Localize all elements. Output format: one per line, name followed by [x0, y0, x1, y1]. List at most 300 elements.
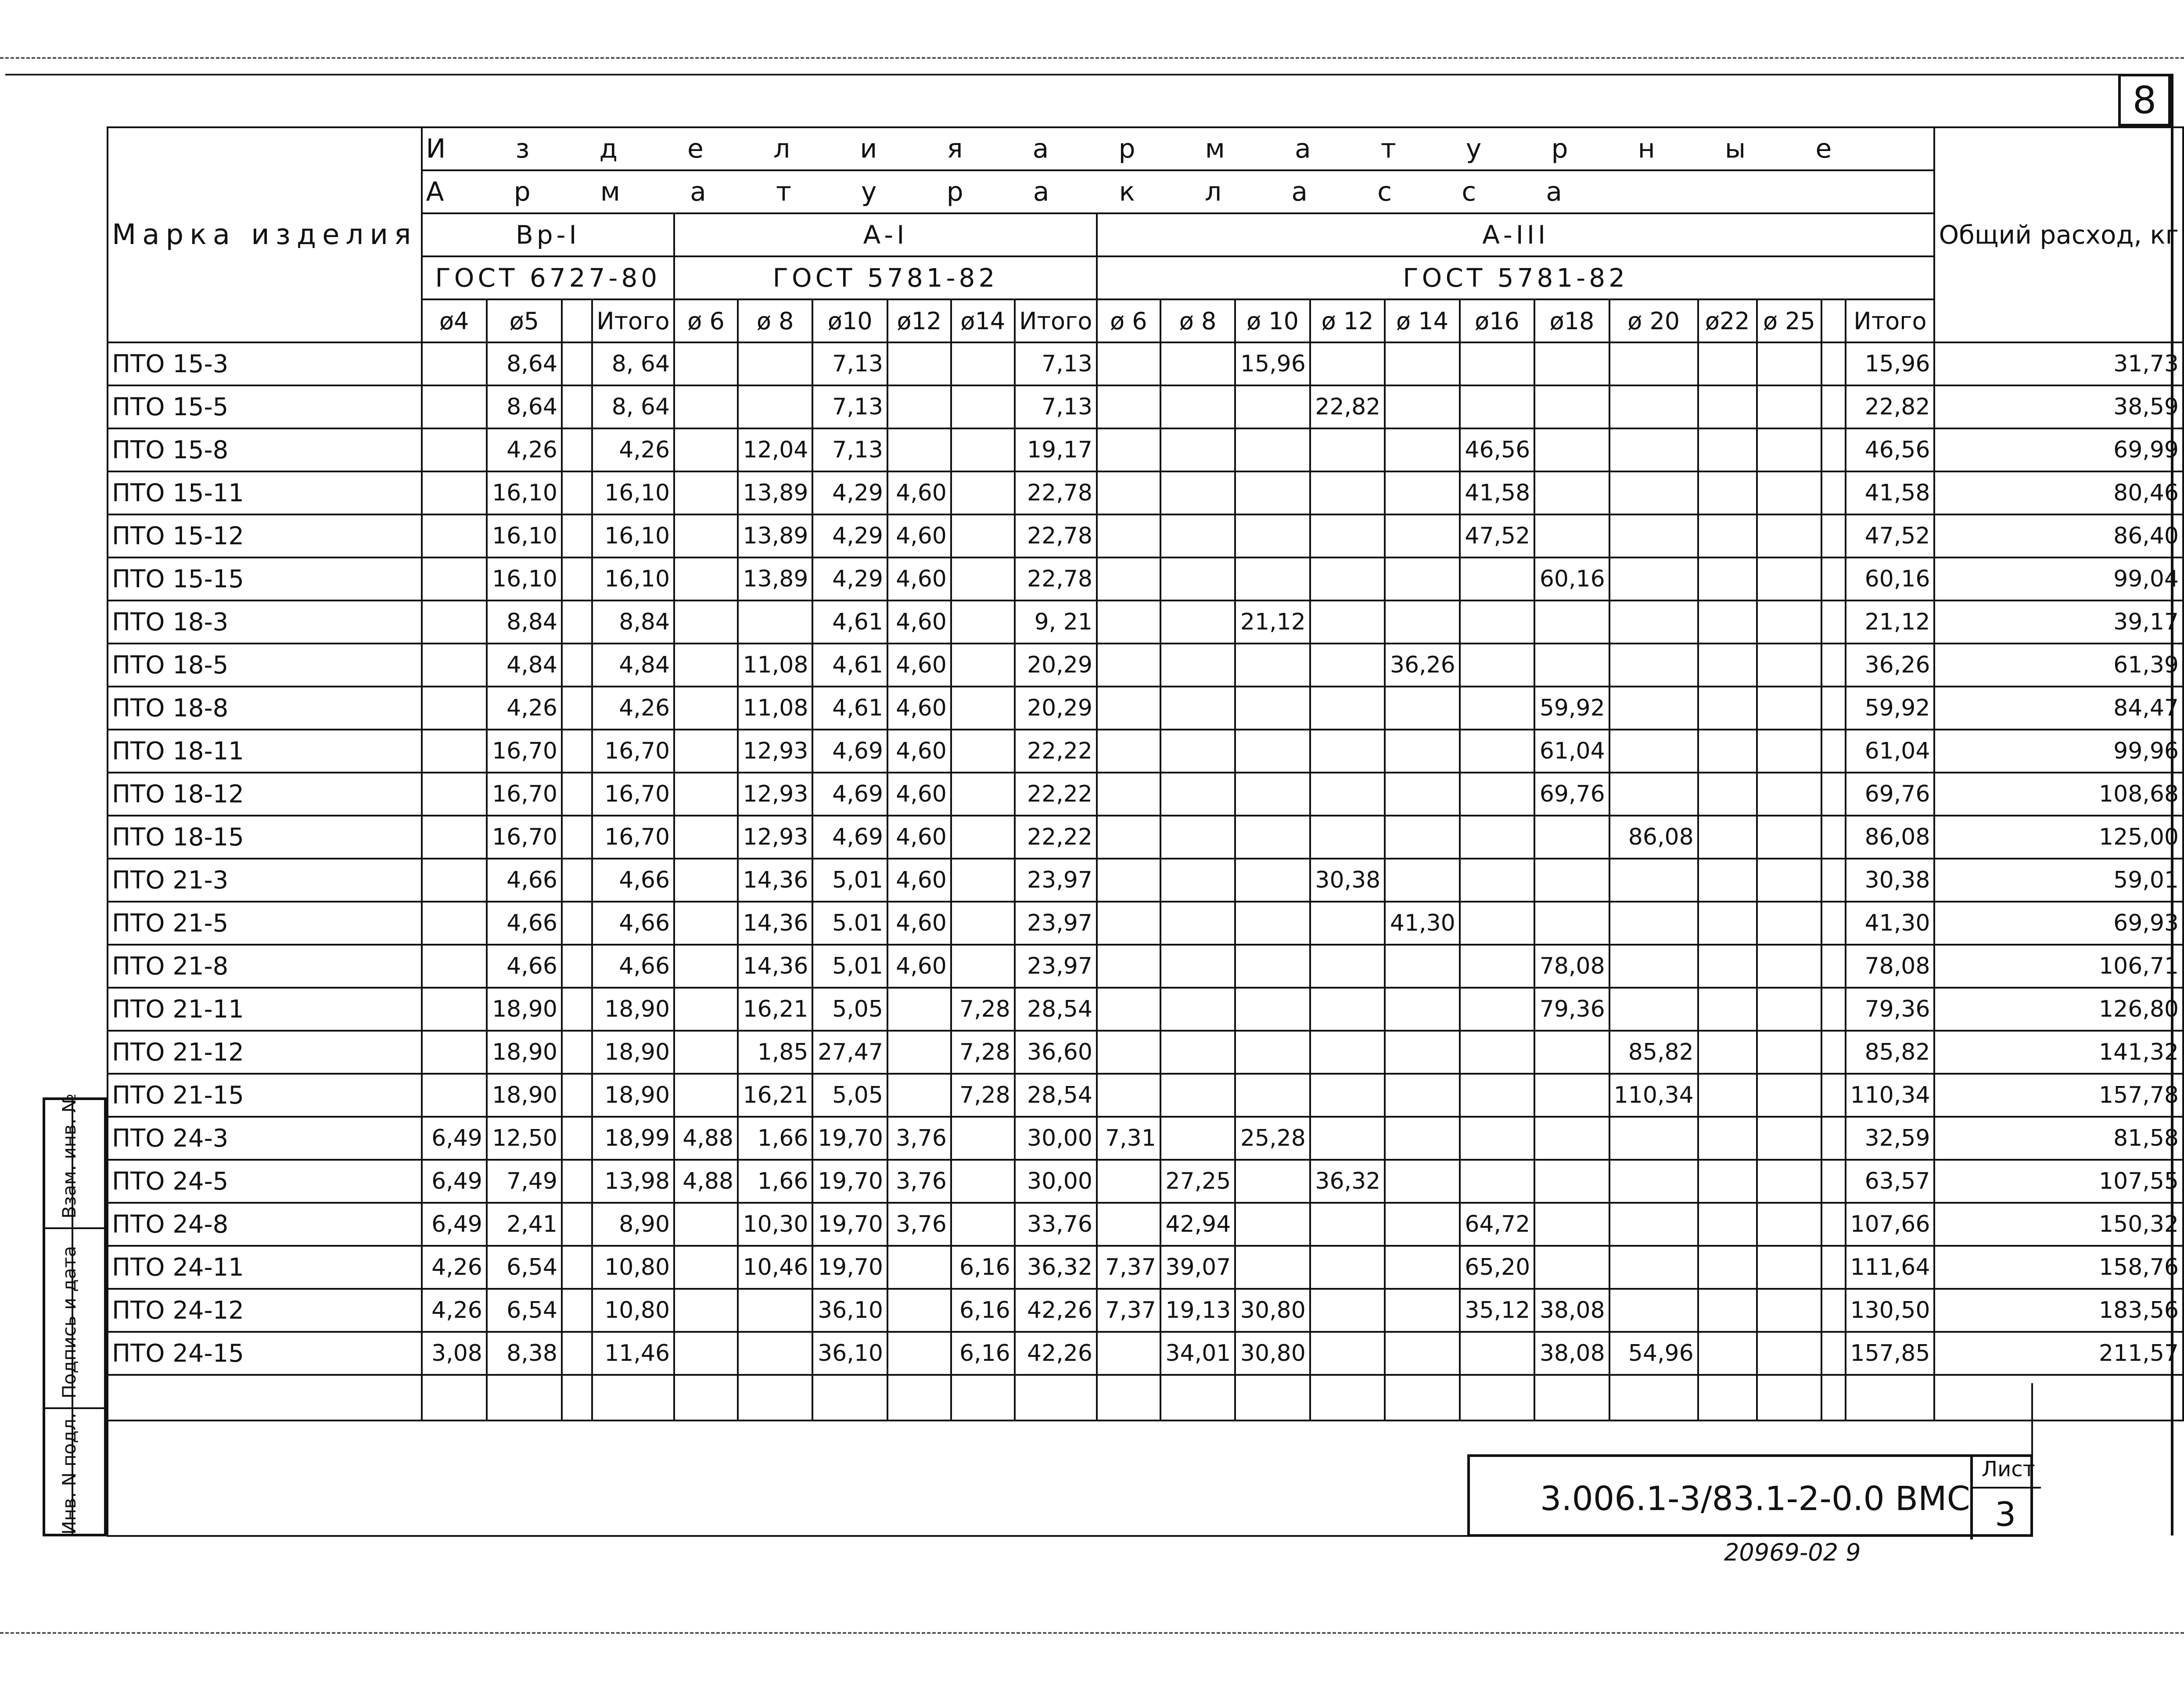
product-mark: ПТО 18-5 — [108, 644, 422, 687]
cell-a3-9 — [1757, 902, 1821, 945]
cell-a3-6 — [1534, 385, 1609, 428]
cell-a3-2 — [1235, 687, 1310, 730]
cell-a3-4 — [1385, 514, 1459, 557]
table-row — [108, 342, 2183, 385]
cell-vr-2 — [562, 1332, 592, 1375]
cell-a1-5: 42,26 — [1015, 1332, 1097, 1375]
cell-vr-2 — [562, 1246, 592, 1289]
cell-a1-5: 42,26 — [1015, 1289, 1097, 1332]
cell-a3-5 — [1460, 1031, 1534, 1074]
cell-a3-1 — [1160, 1074, 1235, 1117]
cell-a3-1 — [1160, 385, 1235, 428]
cell-a3-4 — [1385, 816, 1459, 859]
product-mark: ПТО 15-5 — [108, 385, 422, 428]
cell-a3-7: 54,96 — [1609, 1332, 1698, 1375]
cell-a3-11: 79,36 — [1846, 988, 1934, 1031]
cell-a1-4 — [951, 1160, 1015, 1203]
cell-a3-7 — [1609, 342, 1698, 385]
cell-vr-3: 8,84 — [592, 601, 674, 644]
cell-a3-11: 85,82 — [1846, 1031, 1934, 1074]
product-mark: ПТО 18-11 — [108, 730, 422, 773]
cell-vr-1: 6,54 — [487, 1246, 562, 1289]
diameter-header-a1-3: ø12 — [887, 299, 951, 342]
cell-a1-3 — [887, 1031, 951, 1074]
cell-a3-5 — [1460, 385, 1534, 428]
sheet-label: Лист — [1982, 1457, 2035, 1482]
diameter-header-a3-2: ø 10 — [1235, 299, 1310, 342]
table-row — [108, 1160, 2183, 1203]
cell-a3-2 — [1235, 816, 1310, 859]
cell-a3-4 — [1385, 1160, 1459, 1203]
class-title: А р м а т у р а к л а с с а — [422, 170, 1935, 213]
class-a3-name: А-III — [1097, 213, 1935, 256]
cell-a1-1: 12,93 — [738, 730, 812, 773]
cell-a3-0 — [1097, 601, 1160, 644]
cell-a3-8 — [1698, 1203, 1757, 1246]
cell-a3-6 — [1534, 816, 1609, 859]
cell-a1-2: 5,05 — [812, 988, 887, 1031]
product-mark: ПТО 21-3 — [108, 859, 422, 902]
cell-a3-6 — [1534, 601, 1609, 644]
cell-a3-10 — [1821, 342, 1846, 385]
cell-a1-0 — [674, 1289, 738, 1332]
cell-a3-8 — [1698, 687, 1757, 730]
product-mark: ПТО 18-15 — [108, 816, 422, 859]
product-mark: ПТО 21-8 — [108, 945, 422, 988]
cell-a3-7 — [1609, 557, 1698, 601]
cell-a1-1: 1,66 — [738, 1160, 812, 1203]
cell-a3-1 — [1160, 988, 1235, 1031]
cell-a1-4 — [951, 428, 1015, 471]
cell-a3-11: 110,34 — [1846, 1074, 1934, 1117]
cell-a3-5 — [1460, 988, 1534, 1031]
cell-a1-5: 20,29 — [1015, 687, 1097, 730]
cell-vr-0 — [422, 601, 487, 644]
cell-a3-0 — [1097, 859, 1160, 902]
table-row — [108, 988, 2183, 1031]
cell-a3-0: 7,37 — [1097, 1246, 1160, 1289]
cell-a3-11: 15,96 — [1846, 342, 1934, 385]
cell-a3-1 — [1160, 557, 1235, 601]
cell-a3-1: 34,01 — [1160, 1332, 1235, 1375]
cell-a3-6 — [1534, 1160, 1609, 1203]
table-row — [108, 644, 2183, 687]
cell-vr-1: 4,26 — [487, 687, 562, 730]
cell-vr-3: 16,70 — [592, 730, 674, 773]
cell-vr-0 — [422, 988, 487, 1031]
cell-a3-0 — [1097, 1160, 1160, 1203]
table-row — [108, 1074, 2183, 1117]
cell-a3-6: 38,08 — [1534, 1332, 1609, 1375]
cell-a1-5: 23,97 — [1015, 945, 1097, 988]
cell-vr-3: 4,66 — [592, 902, 674, 945]
cell-a1-5: 22,22 — [1015, 773, 1097, 816]
cell-a3-9 — [1757, 644, 1821, 687]
cell-a3-10 — [1821, 687, 1846, 730]
total-consumption: 81,58 — [1934, 1117, 2183, 1160]
cell-a3-1 — [1160, 859, 1235, 902]
cell-a3-6: 59,92 — [1534, 687, 1609, 730]
cell-vr-1: 8,38 — [487, 1332, 562, 1375]
cell-a3-3 — [1310, 471, 1385, 514]
total-consumption: 99,04 — [1934, 557, 2183, 601]
cell-a1-1 — [738, 385, 812, 428]
table-row — [108, 514, 2183, 557]
cell-a3-7 — [1609, 1246, 1698, 1289]
cell-vr-2 — [562, 428, 592, 471]
cell-a3-11: 69,76 — [1846, 773, 1934, 816]
cell-a3-5: 47,52 — [1460, 514, 1534, 557]
cell-a1-5: 9, 21 — [1015, 601, 1097, 644]
cell-vr-1: 8,84 — [487, 601, 562, 644]
cell-a3-3 — [1310, 1031, 1385, 1074]
total-consumption: 69,93 — [1934, 902, 2183, 945]
cell-a3-7 — [1609, 687, 1698, 730]
cell-a3-10 — [1821, 988, 1846, 1031]
cell-a3-3 — [1310, 988, 1385, 1031]
cell-vr-0 — [422, 428, 487, 471]
cell-vr-3: 18,90 — [592, 1031, 674, 1074]
cell-vr-1: 18,90 — [487, 988, 562, 1031]
cell-a3-6: 69,76 — [1534, 773, 1609, 816]
class-vr1-name: Вр-I — [422, 213, 675, 256]
cell-a3-11: 61,04 — [1846, 730, 1934, 773]
cell-a3-0 — [1097, 644, 1160, 687]
cell-vr-0: 6,49 — [422, 1203, 487, 1246]
cell-a3-9 — [1757, 1160, 1821, 1203]
cell-a3-3 — [1310, 945, 1385, 988]
cell-a1-4: 7,28 — [951, 1031, 1015, 1074]
cell-a3-8 — [1698, 557, 1757, 601]
cell-a3-8 — [1698, 644, 1757, 687]
cell-vr-0 — [422, 816, 487, 859]
cell-a1-1: 14,36 — [738, 902, 812, 945]
cell-vr-3: 16,10 — [592, 514, 674, 557]
cell-a1-5: 22,78 — [1015, 471, 1097, 514]
total-consumption: 31,73 — [1934, 342, 2183, 385]
cell-vr-3: 8, 64 — [592, 342, 674, 385]
cell-a1-5: 28,54 — [1015, 988, 1097, 1031]
cell-a3-4 — [1385, 342, 1459, 385]
cell-a3-5 — [1460, 773, 1534, 816]
table-row — [108, 1332, 2183, 1375]
cell-a3-8 — [1698, 471, 1757, 514]
cell-a1-4 — [951, 687, 1015, 730]
cell-a1-1 — [738, 1289, 812, 1332]
cell-a1-2: 4,69 — [812, 773, 887, 816]
cell-a3-4: 41,30 — [1385, 902, 1459, 945]
cell-a3-9 — [1757, 1074, 1821, 1117]
cell-a3-8 — [1698, 730, 1757, 773]
cell-a3-7 — [1609, 902, 1698, 945]
cell-a1-4 — [951, 945, 1015, 988]
product-mark: ПТО 24-3 — [108, 1117, 422, 1160]
cell-a3-2 — [1235, 471, 1310, 514]
product-mark: ПТО 24-8 — [108, 1203, 422, 1246]
table-row — [108, 730, 2183, 773]
cell-a3-5 — [1460, 644, 1534, 687]
cell-a3-11: 60,16 — [1846, 557, 1934, 601]
cell-a1-3: 4,60 — [887, 902, 951, 945]
total-consumption: 38,59 — [1934, 385, 2183, 428]
cell-a1-3: 4,60 — [887, 471, 951, 514]
cell-a3-3 — [1310, 428, 1385, 471]
cell-a3-0: 7,31 — [1097, 1117, 1160, 1160]
cell-a1-0 — [674, 1246, 738, 1289]
cell-a1-4: 6,16 — [951, 1332, 1015, 1375]
cell-a3-2 — [1235, 1160, 1310, 1203]
cell-a1-4 — [951, 601, 1015, 644]
document-code: 3.006.1-3/83.1-2-0.0 ВМС — [1540, 1479, 1970, 1518]
cell-vr-2 — [562, 945, 592, 988]
cell-a3-9 — [1757, 1289, 1821, 1332]
cell-vr-1: 4,84 — [487, 644, 562, 687]
cell-a1-0 — [674, 687, 738, 730]
cell-a1-1: 13,89 — [738, 471, 812, 514]
cell-a1-3 — [887, 1332, 951, 1375]
cell-a1-3: 4,60 — [887, 945, 951, 988]
total-consumption: 141,32 — [1934, 1031, 2183, 1074]
cell-a1-2: 7,13 — [812, 428, 887, 471]
class-a1-gost: ГОСТ 5781-82 — [674, 256, 1097, 299]
cell-a3-10 — [1821, 773, 1846, 816]
cell-a1-1: 11,08 — [738, 687, 812, 730]
cell-a1-2: 19,70 — [812, 1160, 887, 1203]
cell-a1-2: 5.01 — [812, 902, 887, 945]
cell-a3-11: 111,64 — [1846, 1246, 1934, 1289]
cell-vr-0 — [422, 1031, 487, 1074]
cell-vr-0 — [422, 687, 487, 730]
cell-a3-10 — [1821, 945, 1846, 988]
cell-a3-5: 64,72 — [1460, 1203, 1534, 1246]
diameter-header-a3-4: ø 14 — [1385, 299, 1459, 342]
cell-vr-3: 4,84 — [592, 644, 674, 687]
mark-column-header: Марка изделия — [108, 127, 422, 342]
cell-a3-3 — [1310, 1203, 1385, 1246]
cell-a3-8 — [1698, 945, 1757, 988]
cell-a3-7 — [1609, 945, 1698, 988]
cell-a3-3 — [1310, 687, 1385, 730]
cell-a3-3 — [1310, 816, 1385, 859]
cell-a3-4 — [1385, 1246, 1459, 1289]
cell-a3-1 — [1160, 816, 1235, 859]
cell-a3-10 — [1821, 1246, 1846, 1289]
cell-a3-7 — [1609, 859, 1698, 902]
cell-a1-0: 4,88 — [674, 1117, 738, 1160]
total-consumption: 126,80 — [1934, 988, 2183, 1031]
cell-a3-0 — [1097, 945, 1160, 988]
cell-a3-5: 46,56 — [1460, 428, 1534, 471]
cell-a1-1: 1,85 — [738, 1031, 812, 1074]
cell-a3-4 — [1385, 773, 1459, 816]
total-consumption: 99,96 — [1934, 730, 2183, 773]
cell-vr-3: 4,26 — [592, 428, 674, 471]
cell-a1-2: 27,47 — [812, 1031, 887, 1074]
cell-vr-2 — [562, 1289, 592, 1332]
cell-a3-8 — [1698, 1289, 1757, 1332]
cell-vr-0 — [422, 945, 487, 988]
cell-a1-1: 14,36 — [738, 945, 812, 988]
page-number: 8 — [2118, 74, 2171, 126]
cell-vr-2 — [562, 773, 592, 816]
cell-a3-0 — [1097, 514, 1160, 557]
cell-a3-2 — [1235, 902, 1310, 945]
cell-a3-3 — [1310, 1332, 1385, 1375]
cell-a3-9 — [1757, 1246, 1821, 1289]
cell-vr-0 — [422, 385, 487, 428]
cell-a3-8 — [1698, 428, 1757, 471]
cell-a3-7 — [1609, 1203, 1698, 1246]
sheet-box — [1970, 1454, 2041, 1539]
cell-a3-5: 35,12 — [1460, 1289, 1534, 1332]
cell-a1-1: 12,93 — [738, 773, 812, 816]
cell-a1-2: 4,29 — [812, 557, 887, 601]
cell-a3-9 — [1757, 428, 1821, 471]
cell-vr-3: 16,70 — [592, 773, 674, 816]
cell-a3-7: 86,08 — [1609, 816, 1698, 859]
cell-a1-0 — [674, 816, 738, 859]
cell-a3-0 — [1097, 902, 1160, 945]
cell-vr-3: 18,90 — [592, 1074, 674, 1117]
product-mark: ПТО 24-11 — [108, 1246, 422, 1289]
cell-a1-3: 4,60 — [887, 816, 951, 859]
cell-a1-2: 5,05 — [812, 1074, 887, 1117]
diameter-header-a3-11: Итого — [1846, 299, 1934, 342]
cell-a1-0 — [674, 514, 738, 557]
cell-a3-6 — [1534, 428, 1609, 471]
cell-a3-3: 36,32 — [1310, 1160, 1385, 1203]
cell-a3-6 — [1534, 859, 1609, 902]
cell-a1-0 — [674, 1203, 738, 1246]
group-title: И з д е л и я а р м а т у р н ы е — [422, 127, 1935, 170]
cell-a1-2: 7,13 — [812, 385, 887, 428]
cell-a1-3 — [887, 1074, 951, 1117]
cell-a1-1: 16,21 — [738, 988, 812, 1031]
cell-a3-3 — [1310, 1246, 1385, 1289]
cell-a1-2: 4,61 — [812, 644, 887, 687]
cell-vr-2 — [562, 514, 592, 557]
product-mark: ПТО 15-12 — [108, 514, 422, 557]
total-consumption: 84,47 — [1934, 687, 2183, 730]
cell-a3-9 — [1757, 1031, 1821, 1074]
cell-a1-0 — [674, 859, 738, 902]
total-consumption: 107,55 — [1934, 1160, 2183, 1203]
cell-a1-4 — [951, 1203, 1015, 1246]
cell-vr-1: 4,66 — [487, 945, 562, 988]
cell-a1-5: 22,78 — [1015, 514, 1097, 557]
cell-a1-4: 6,16 — [951, 1246, 1015, 1289]
diameter-header-a3-8: ø22 — [1698, 299, 1757, 342]
cell-a3-2 — [1235, 1246, 1310, 1289]
cell-a1-3 — [887, 988, 951, 1031]
cell-a1-3: 4,60 — [887, 859, 951, 902]
cell-a1-2: 4,29 — [812, 514, 887, 557]
cell-a3-0 — [1097, 988, 1160, 1031]
cell-a3-0 — [1097, 385, 1160, 428]
cell-a3-11: 86,08 — [1846, 816, 1934, 859]
cell-a3-10 — [1821, 1289, 1846, 1332]
cell-a3-9 — [1757, 1117, 1821, 1160]
cell-vr-2 — [562, 1160, 592, 1203]
cell-a3-10 — [1821, 1117, 1846, 1160]
table-row — [108, 902, 2183, 945]
cell-a3-7 — [1609, 385, 1698, 428]
cell-a1-3 — [887, 428, 951, 471]
cell-a1-1: 14,36 — [738, 859, 812, 902]
cell-vr-2 — [562, 644, 592, 687]
cell-a3-7 — [1609, 988, 1698, 1031]
cell-a1-3: 4,60 — [887, 773, 951, 816]
cell-a3-6: 60,16 — [1534, 557, 1609, 601]
cell-vr-0: 6,49 — [422, 1117, 487, 1160]
cell-a3-0 — [1097, 816, 1160, 859]
cell-a3-1: 19,13 — [1160, 1289, 1235, 1332]
cell-a3-5 — [1460, 816, 1534, 859]
cell-a3-3: 30,38 — [1310, 859, 1385, 902]
diameter-header-vr1-0: ø4 — [422, 299, 487, 342]
total-consumption: 39,17 — [1934, 601, 2183, 644]
diameter-header-a3-10 — [1821, 299, 1846, 342]
cell-a3-5 — [1460, 730, 1534, 773]
cell-a3-3 — [1310, 1289, 1385, 1332]
product-mark: ПТО 15-8 — [108, 428, 422, 471]
cell-vr-0 — [422, 471, 487, 514]
table-row — [108, 687, 2183, 730]
cell-a3-4 — [1385, 687, 1459, 730]
cell-a3-5 — [1460, 945, 1534, 988]
cell-a3-4 — [1385, 1074, 1459, 1117]
product-mark: ПТО 18-3 — [108, 601, 422, 644]
cell-a3-3: 22,82 — [1310, 385, 1385, 428]
cell-vr-1: 4,66 — [487, 902, 562, 945]
cell-a1-5: 19,17 — [1015, 428, 1097, 471]
cell-vr-2 — [562, 601, 592, 644]
cell-a3-1 — [1160, 773, 1235, 816]
cell-a3-1 — [1160, 687, 1235, 730]
cell-vr-3: 4,26 — [592, 687, 674, 730]
cell-a3-2: 21,12 — [1235, 601, 1310, 644]
product-mark: ПТО 15-15 — [108, 557, 422, 601]
cell-vr-1: 16,70 — [487, 773, 562, 816]
cell-a1-5: 28,54 — [1015, 1074, 1097, 1117]
cell-a1-0 — [674, 773, 738, 816]
cell-a3-10 — [1821, 1203, 1846, 1246]
cell-a1-3 — [887, 342, 951, 385]
cell-a3-8 — [1698, 342, 1757, 385]
cell-a3-1 — [1160, 428, 1235, 471]
cell-a3-6: 79,36 — [1534, 988, 1609, 1031]
cell-a1-1 — [738, 601, 812, 644]
cell-a3-6: 78,08 — [1534, 945, 1609, 988]
cell-a1-5: 23,97 — [1015, 902, 1097, 945]
cell-a1-4 — [951, 1117, 1015, 1160]
cell-vr-0: 4,26 — [422, 1246, 487, 1289]
cell-a1-1: 10,46 — [738, 1246, 812, 1289]
cell-a3-9 — [1757, 816, 1821, 859]
cell-a3-11: 22,82 — [1846, 385, 1934, 428]
diameter-header-a3-6: ø18 — [1534, 299, 1609, 342]
diameter-header-a3-0: ø 6 — [1097, 299, 1160, 342]
cell-a3-2 — [1235, 1074, 1310, 1117]
cell-a3-11: 78,08 — [1846, 945, 1934, 988]
cell-a3-2 — [1235, 557, 1310, 601]
cell-a1-3: 4,60 — [887, 601, 951, 644]
product-mark: ПТО 21-11 — [108, 988, 422, 1031]
cell-vr-0 — [422, 644, 487, 687]
cell-a3-6 — [1534, 1074, 1609, 1117]
cell-a3-0 — [1097, 687, 1160, 730]
cell-a1-2: 4,69 — [812, 816, 887, 859]
